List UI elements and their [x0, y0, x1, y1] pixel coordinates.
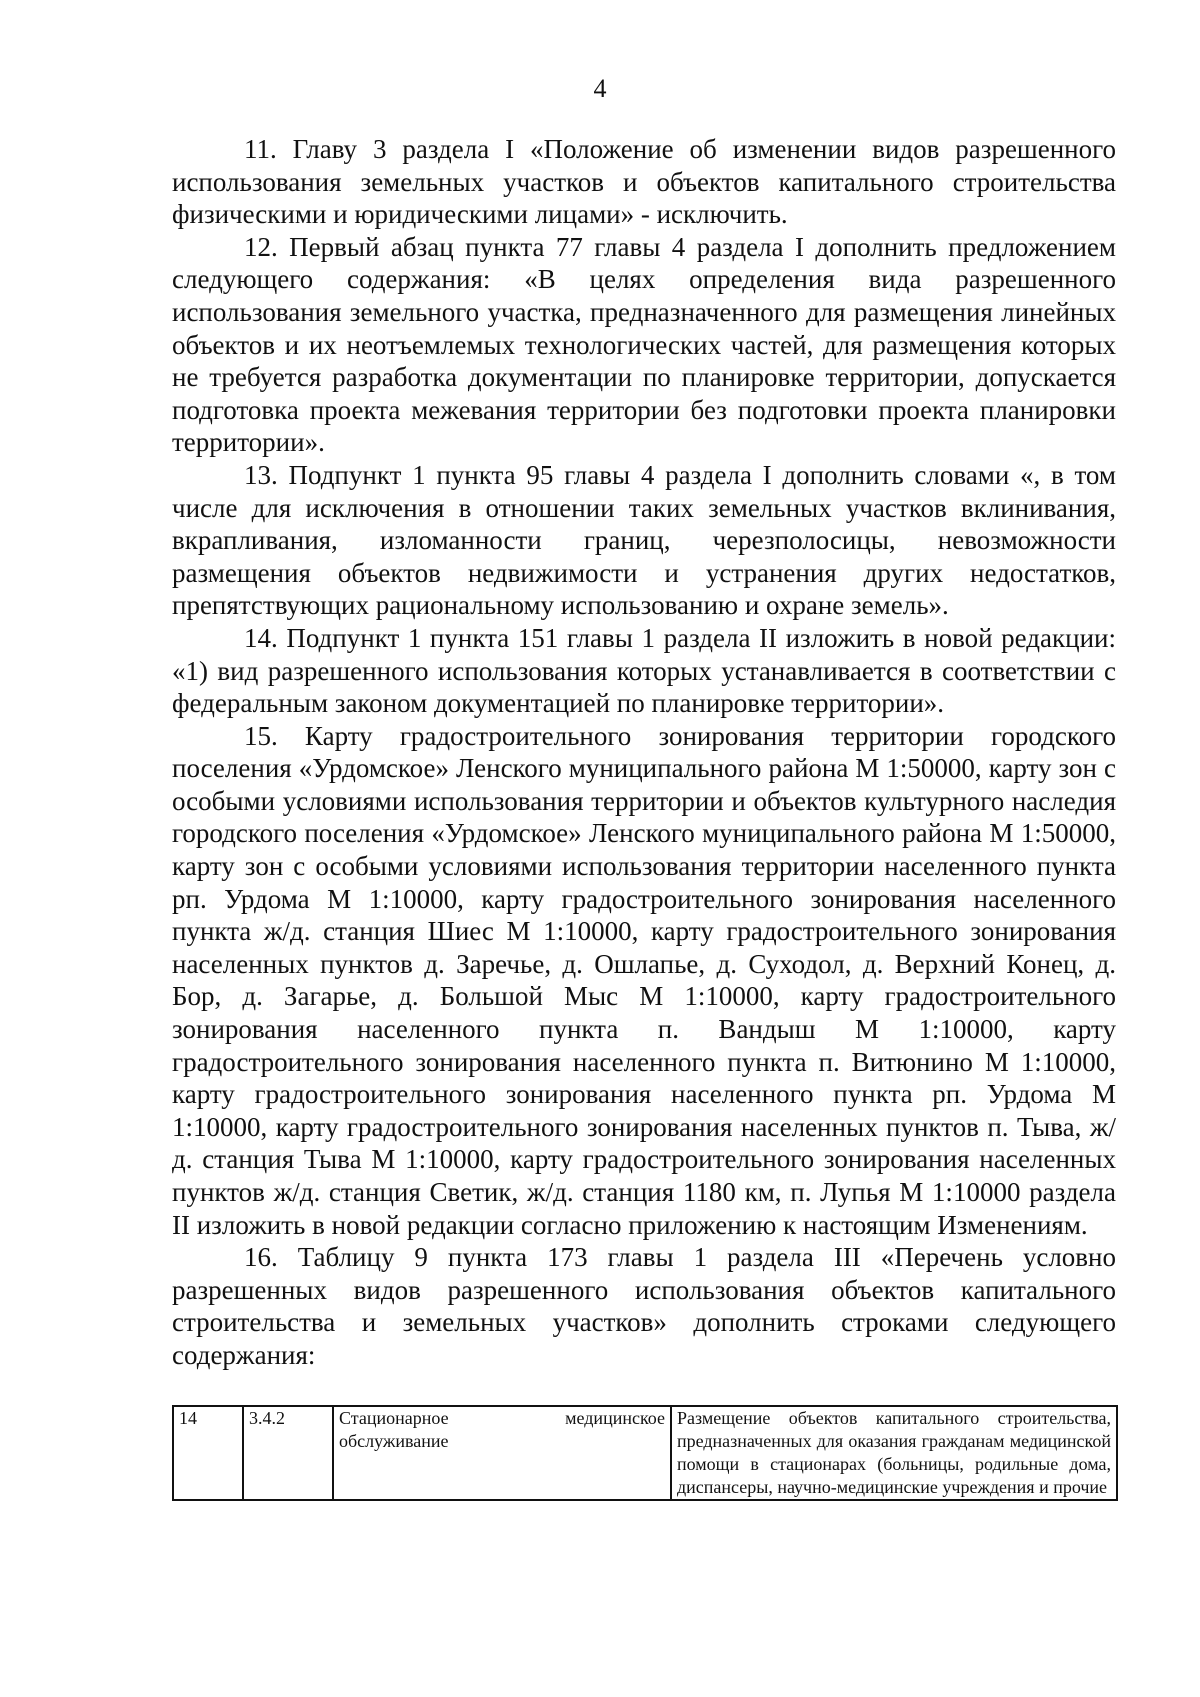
- paragraph-12: 12. Первый абзац пункта 77 главы 4 раздела I дополнить предложением следующего содержания: «В целях определения вида разрешенного использования земельного участка, предназначенного для размещения линейных объектов и их неотъемлемых технологических частей, для размещения которых не требуется разработка документации по планировке территории, допускается подготовка проекта межевания территории без подготовки проекта планировки территории».: [172, 231, 1116, 458]
- paragraph-13: 13. Подпункт 1 пункта 95 главы 4 раздела I дополнить словами «, в том числе для исключения в отношении таких земельных участков вклинивания, вкрапливания, изломанности границ, черезполосицы, невозможности размещения объектов недвижимости и устранения других недостатков, препятствующих рациональному использованию и охране земель».: [172, 459, 1116, 621]
- table-row: [173, 1406, 1117, 1500]
- document-body: [172, 133, 1116, 1372]
- paragraph-15: 15. Карту градостроительного зонирования территории городского поселения «Урдомское» Ленского муниципального района М 1:50000, карту зон с особыми условиями использования территории и объектов культурного наследия городского поселения «Урдомское» Ленского муниципального района М 1:50000, карту зон с особыми условиями использования территории населенного пункта рп. Урдома М 1:10000, карту градостроительного зонирования населенного пункта ж/д. станция Шиес М 1:10000, карту градостроительного зонирования населенных пунктов д. Заречье, д. Ошлапье, д. Суходол, д. Верхний Конец, д. Бор, д. Загарье, д. Большой Мыс М 1:10000, карту градостроительного зонирования населенного пункта п. Вандыш М 1:10000, карту градостроительного зонирования населенного пункта п. Витюнино М 1:10000, карту градостроительного зонирования населенного пункта рп. Урдома М 1:10000, карту градостроительного зонирования населенных пунктов п. Тыва, ж/д. станция Тыва М 1:10000, карту градостроительного зонирования населенных пунктов ж/д. станция Светик, ж/д. станция 1180 км, п. Лупья М 1:10000 раздела II изложить в новой редакции согласно приложению к настоящим Изменениям.: [172, 720, 1116, 1240]
- page-number: 4: [593, 74, 607, 103]
- code-cell: 3.4.2: [243, 1406, 333, 1500]
- addition-table: [172, 1405, 1118, 1501]
- use-name-cell: Стационарное медицинское обслуживание: [333, 1406, 671, 1500]
- row-number-cell: 14: [173, 1406, 243, 1500]
- description-cell: Размещение объектов капитального строительства, предназначенных для оказания гражданам медицинской помощи в стационарах (больницы, родильные дома, диспансеры, научно-медицинские учреждения и прочие: [671, 1406, 1117, 1500]
- paragraph-11: 11. Главу 3 раздела I «Положение об изменении видов разрешенного использования земельных участков и объектов капитального строительства физическими и юридическими лицами» - исключить.: [172, 134, 1116, 230]
- paragraph-14: 14. Подпункт 1 пункта 151 главы 1 раздела II изложить в новой редакции: «1) вид разрешенного использования которых устанавливается в соответствии с федеральным законом документацией по планировке территории».: [172, 622, 1116, 719]
- paragraph-16: 16. Таблицу 9 пункта 173 главы 1 раздела III «Перечень условно разрешенных видов разрешенного использования объектов капитального строительства и земельных участков» дополнить строками следующего содержания:: [172, 1242, 1116, 1370]
